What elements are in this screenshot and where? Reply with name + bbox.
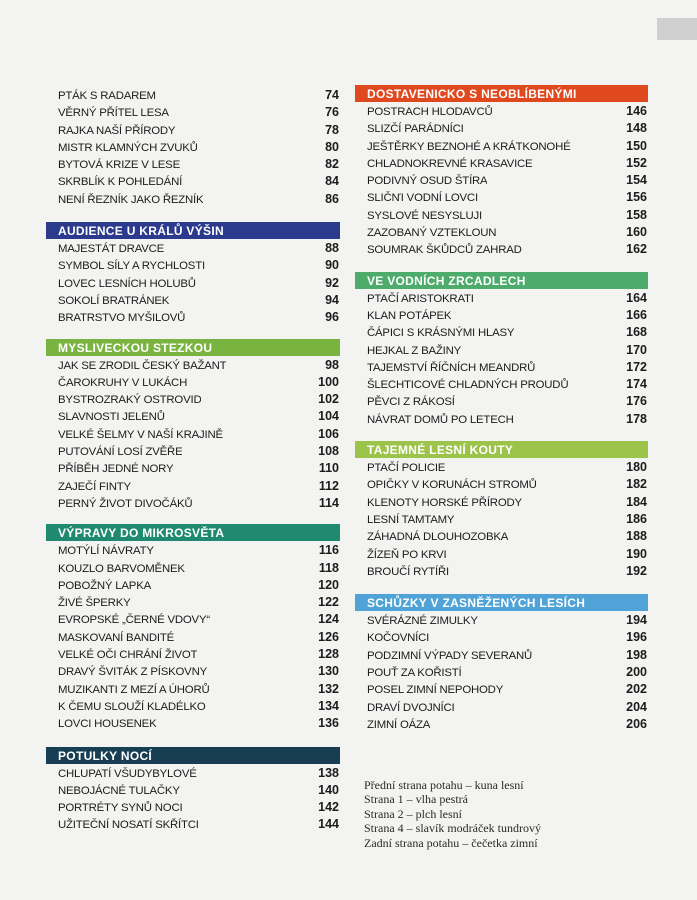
entry-title: TAJEMSTVÍ ŘÍČNÍCH MEANDRŮ (367, 361, 536, 374)
entry-title: VELKÉ ŠELMY V NAŠÍ KRAJINĚ (58, 428, 223, 441)
entry-page: 144 (318, 817, 339, 832)
entry-title: PĚVCI Z RÁKOSÍ (367, 396, 455, 409)
entry-title: JEŠTĚRKY BEZNOHÉ A KRÁTKONOHÉ (367, 140, 571, 153)
toc-entry[interactable] (355, 155, 648, 172)
entry-title: POUŤ ZA KOŘISTÍ (367, 667, 462, 680)
entry-page: 188 (626, 529, 647, 544)
credit-line: Strana 1 – vlha pestrá (364, 792, 468, 807)
intro-entry-list (46, 87, 340, 208)
entry-page: 136 (318, 716, 339, 731)
entry-page: 168 (626, 325, 647, 340)
entry-page: 82 (325, 157, 339, 172)
toc-entry[interactable] (355, 189, 648, 206)
entry-title: JAK SE ZRODIL ČESKÝ BAŽANT (58, 359, 227, 372)
toc-entry[interactable] (355, 393, 648, 410)
entry-page: 78 (325, 122, 339, 137)
toc-entry[interactable] (46, 698, 340, 715)
entry-title: DRAVÍ DVOJNÍCI (367, 701, 455, 714)
toc-entry[interactable] (46, 611, 340, 628)
toc-entry[interactable] (355, 612, 648, 629)
entry-page: 200 (626, 665, 647, 680)
toc-section-audience (46, 222, 340, 326)
entry-title: KLAN POTÁPEK (367, 309, 452, 322)
toc-entry[interactable] (46, 443, 340, 460)
toc-entry[interactable] (46, 374, 340, 391)
toc-entry[interactable] (355, 681, 648, 698)
entry-page: 202 (626, 682, 647, 697)
entry-title: ZAJEČÍ FINTY (58, 480, 131, 493)
entry-title: ŽÍZEŇ PO KRVI (367, 548, 447, 561)
entry-title: BYSTROZRAKÝ OSTROVID (58, 394, 202, 407)
credit-line: Zadní strana potahu – čečetka zimní (364, 835, 538, 850)
section-heading: POTULKY NOCÍ (46, 747, 340, 764)
entry-page: 104 (318, 409, 339, 424)
entry-page: 172 (626, 359, 647, 374)
entry-page: 94 (325, 292, 339, 307)
entry-page: 114 (318, 495, 339, 510)
toc-entry[interactable] (46, 765, 340, 782)
entry-page: 124 (318, 612, 339, 627)
toc-entry[interactable] (46, 309, 340, 326)
entry-page: 142 (318, 800, 339, 815)
toc-entry[interactable] (355, 359, 648, 376)
entry-title: ZÁHADNÁ DLOUHOZOBKA (367, 531, 509, 544)
entry-page: 180 (626, 460, 647, 475)
entry-title: SYMBOL SÍLY A RYCHLOSTI (58, 260, 205, 273)
toc-entry[interactable] (46, 426, 340, 443)
entry-page: 176 (626, 394, 647, 409)
entry-page: 198 (626, 647, 647, 662)
entry-title: NENÍ ŘEZNÍK JAKO ŘEZNÍK (58, 193, 204, 206)
toc-entry[interactable] (355, 138, 648, 155)
toc-entry[interactable] (46, 646, 340, 663)
entry-page: 138 (318, 765, 339, 780)
entry-title: CHLADNOKREVNÉ KRASAVICE (367, 157, 533, 170)
entry-page: 110 (318, 461, 339, 476)
entry-title: BRATRSTVO MYŠILOVŮ (58, 312, 186, 325)
entry-title: ŠLECHTICOVÉ CHLADNÝCH PROUDŮ (367, 379, 569, 392)
toc-entry[interactable] (46, 257, 340, 274)
entry-page: 154 (626, 173, 647, 188)
toc-entry[interactable] (46, 292, 340, 309)
entry-title: DRAVÝ ŠVITÁK Z PÍSKOVNY (58, 666, 208, 679)
entry-title: MAJESTÁT DRAVCE (58, 243, 165, 256)
entry-page: 80 (325, 139, 339, 154)
entry-title: PTAČÍ POLICIE (367, 462, 446, 475)
entry-title: CHLUPATÍ VŠUDYBYLOVÉ (58, 767, 197, 780)
entry-page: 190 (626, 546, 647, 561)
toc-entry[interactable] (46, 156, 340, 173)
section-heading: TAJEMNÉ LESNÍ KOUTY (355, 441, 648, 458)
entry-title: KOČOVNÍCI (367, 632, 430, 645)
toc-entry[interactable] (355, 224, 648, 241)
entry-page: 194 (626, 613, 647, 628)
toc-entry[interactable] (355, 494, 648, 511)
toc-section-zrcadlech (355, 272, 648, 428)
toc-entry[interactable] (355, 290, 648, 307)
toc-entry[interactable] (46, 782, 340, 799)
entry-page: 186 (626, 511, 647, 526)
toc-entry[interactable] (46, 460, 340, 477)
entry-page: 122 (318, 595, 339, 610)
entry-page: 96 (325, 310, 339, 325)
toc-entry[interactable] (46, 275, 340, 292)
section-heading: VÝPRAVY DO MIKROSVĚTA (46, 524, 340, 541)
entry-page: 174 (626, 377, 647, 392)
entry-page: 148 (626, 121, 647, 136)
toc-entry[interactable] (46, 87, 340, 104)
entry-title: OPIČKY V KORUNÁCH STROMŮ (367, 479, 537, 492)
entry-page: 184 (626, 494, 647, 509)
toc-section-mikrosveta (46, 524, 340, 732)
entry-title: ŽIVÉ ŠPERKY (58, 597, 131, 610)
entry-page: 108 (318, 444, 339, 459)
entry-page: 150 (626, 138, 647, 153)
entry-title: EVROPSKÉ „ČERNÉ VDOVY“ (58, 614, 210, 627)
entry-page: 206 (626, 716, 647, 731)
toc-entry[interactable] (46, 139, 340, 156)
entry-title: VELKÉ OČI CHRÁNÍ ŽIVOT (58, 649, 198, 662)
entry-title: ZIMNÍ OÁZA (367, 718, 431, 731)
toc-entry[interactable] (355, 172, 648, 189)
entry-page: 98 (325, 357, 339, 372)
entry-page: 140 (318, 782, 339, 797)
toc-entry[interactable] (355, 546, 648, 563)
toc-entry[interactable] (355, 528, 648, 545)
entry-title: SLAVNOSTI JELENŮ (58, 411, 165, 424)
section-heading: VE VODNÍCH ZRCADLECH (355, 272, 648, 289)
section-heading: MYSLIVECKOU STEZKOU (46, 339, 340, 356)
entry-title: MOTÝLÍ NÁVRATY (58, 545, 154, 558)
toc-entry[interactable] (355, 241, 648, 258)
entry-title: PORTRÉTY SYNŮ NOCI (58, 802, 183, 815)
toc-entry[interactable] (355, 376, 648, 393)
entry-title: PUTOVÁNÍ LOSÍ ZVĚŘE (58, 446, 183, 459)
entry-title: KOUZLO BARVOMĚNEK (58, 562, 185, 575)
toc-entry[interactable] (46, 594, 340, 611)
toc-entry[interactable] (46, 122, 340, 139)
entry-title: BYTOVÁ KRIZE V LESE (58, 159, 180, 172)
toc-entry[interactable] (355, 629, 648, 646)
entry-title: ČAROKRUHY V LUKÁCH (58, 376, 188, 389)
toc-entry[interactable] (46, 191, 340, 208)
entry-page: 116 (318, 543, 339, 558)
entry-title: K ČEMU SLOUŽÍ KLADÉLKO (58, 700, 206, 713)
toc-entry[interactable] (46, 681, 340, 698)
toc-entry[interactable] (46, 799, 340, 816)
entry-page: 132 (318, 681, 339, 696)
toc-entry[interactable] (46, 495, 340, 512)
toc-entry[interactable] (355, 307, 648, 324)
section-heading: DOSTAVENICKO S NEOBLÍBENÝMI (355, 85, 648, 102)
toc-entry[interactable] (46, 663, 340, 680)
entry-page: 160 (626, 225, 647, 240)
entry-page: 146 (626, 104, 647, 118)
section-heading: AUDIENCE U KRÁLŮ VÝŠIN (46, 222, 340, 239)
entry-page: 158 (626, 207, 647, 222)
entry-title: POSEL ZIMNÍ NEPOHODY (367, 684, 504, 697)
toc-entry[interactable] (46, 629, 340, 646)
toc-entry[interactable] (355, 664, 648, 681)
entry-page: 102 (318, 392, 339, 407)
toc-entry[interactable] (46, 816, 340, 833)
entry-page: 134 (318, 698, 339, 713)
entry-page: 204 (626, 699, 647, 714)
entry-page: 166 (626, 307, 647, 322)
entry-title: SOUMRAK ŠKŮDCŮ ZAHRAD (367, 244, 522, 257)
entry-title: MASKOVANÍ BANDITÉ (58, 631, 175, 644)
entry-title: PODIVNÝ OSUD ŠTÍRA (367, 175, 488, 188)
toc-entry[interactable] (46, 173, 340, 190)
toc-entry[interactable] (355, 699, 648, 716)
entry-page: 126 (318, 629, 339, 644)
cover-image-credits (364, 778, 541, 850)
toc-entry[interactable] (355, 342, 648, 359)
toc-entry[interactable] (46, 104, 340, 121)
entry-page: 76 (325, 105, 339, 120)
entry-title: ČÁPICI S KRÁSNÝMI HLASY (367, 327, 515, 340)
credit-line: Přední strana potahu – kuna lesní (364, 778, 524, 792)
entry-page: 90 (325, 258, 339, 273)
toc-right-column (355, 85, 648, 733)
entry-page: 152 (626, 155, 647, 170)
entry-page: 130 (318, 664, 339, 679)
entry-page: 196 (626, 630, 647, 645)
entry-title: PODZIMNÍ VÝPADY SEVERANŮ (367, 649, 533, 662)
toc-entry[interactable] (46, 478, 340, 495)
entry-title: BROUČÍ RYTÍŘI (367, 565, 449, 578)
page-edge-tab (657, 18, 697, 40)
entry-page: 164 (626, 290, 647, 305)
section-heading: SCHŮZKY V ZASNĚŽENÝCH LESÍCH (355, 594, 648, 611)
entry-page: 128 (318, 647, 339, 662)
toc-entry[interactable] (355, 563, 648, 580)
toc-entry[interactable] (46, 542, 340, 559)
toc-entry[interactable] (355, 324, 648, 341)
entry-title: UŽITEČNÍ NOSATÍ SKŘÍTCI (58, 819, 199, 832)
toc-section-myslivecku (46, 339, 340, 513)
entry-title: VĚRNÝ PŘÍTEL LESA (58, 107, 169, 120)
toc-left-column (46, 87, 340, 834)
entry-title: KLENOTY HORSKÉ PŘÍRODY (367, 496, 522, 509)
entry-title: PTÁK S RADAREM (58, 90, 156, 102)
toc-entry[interactable] (46, 240, 340, 257)
entry-page: 86 (325, 191, 339, 206)
entry-title: PŘÍBĚH JEDNÉ NORY (58, 463, 174, 476)
toc-entry[interactable] (46, 715, 340, 732)
entry-page: 88 (325, 241, 339, 256)
entry-page: 84 (325, 174, 339, 189)
entry-title: SVÉRÁZNÉ ZIMULKY (367, 615, 478, 628)
entry-title: SLIČNΊ VODNÍ LOVCI (367, 192, 478, 205)
entry-title: POSTRACH HLODAVCŮ (367, 106, 493, 118)
entry-page: 112 (318, 478, 339, 493)
credit-line: Strana 2 – plch lesní (364, 806, 462, 821)
entry-page: 170 (626, 342, 647, 357)
toc-section-potulky (46, 747, 340, 834)
entry-title: HEJKAL Z BAŽINY (367, 344, 462, 357)
entry-page: 74 (325, 88, 339, 102)
entry-page: 156 (626, 190, 647, 205)
entry-title: NÁVRAT DOMŮ PO LETECH (367, 413, 514, 426)
entry-title: SOKOLÍ BRATRÁNEK (58, 294, 170, 307)
toc-entry[interactable] (46, 560, 340, 577)
toc-section-kouty (355, 441, 648, 580)
entry-title: PTAČÍ ARISTOKRATI (367, 292, 474, 305)
entry-title: LOVEC LESNÍCH HOLUBŮ (58, 277, 196, 290)
entry-title: MISTR KLAMNÝCH ZVUKŮ (58, 141, 198, 154)
toc-entry[interactable] (355, 411, 648, 428)
entry-page: 92 (325, 275, 339, 290)
toc-entry[interactable] (355, 511, 648, 528)
entry-page: 118 (318, 560, 339, 575)
entry-title: SKRBLÍK K POHLEDÁNÍ (58, 176, 183, 189)
entry-page: 106 (318, 426, 339, 441)
entry-title: SLIZČÍ PARÁDNÍCI (367, 123, 464, 136)
toc-entry[interactable] (355, 476, 648, 493)
toc-section-schuzky (355, 594, 648, 733)
entry-page: 100 (318, 374, 339, 389)
toc-entry[interactable] (355, 120, 648, 137)
entry-page: 162 (626, 242, 647, 257)
credit-line: Strana 4 – slavík modráček tundrový (364, 821, 541, 836)
entry-page: 120 (318, 577, 339, 592)
toc-entry[interactable] (355, 716, 648, 733)
entry-title: ZAZOBANÝ VZTEKLOUN (367, 227, 497, 240)
toc-entry[interactable] (355, 647, 648, 664)
entry-page: 178 (626, 411, 647, 426)
toc-entry[interactable] (46, 357, 340, 374)
entry-title: MUZIKANTI Z MEZÍ A ÚHORŮ (58, 683, 210, 696)
entry-title: NEBOJÁCNÉ TULAČKY (58, 784, 180, 797)
toc-entry[interactable] (355, 207, 648, 224)
toc-section-dostavenicko (355, 85, 648, 259)
toc-entry[interactable] (46, 577, 340, 594)
entry-page: 182 (626, 477, 647, 492)
entry-title: LESNÍ TAMTAMY (367, 513, 455, 526)
entry-title: POBOŽNÝ LAPKA (58, 579, 151, 592)
toc-entry[interactable] (46, 391, 340, 408)
toc-entry[interactable] (355, 459, 648, 476)
toc-entry[interactable] (46, 408, 340, 425)
toc-entry[interactable] (355, 103, 648, 120)
entry-title: SYSLOVÉ NESYSLUJI (367, 209, 482, 222)
entry-title: PERNÝ ŽIVOT DIVOČÁKŮ (58, 497, 193, 510)
entry-title: RAJKA NAŠÍ PŘÍRODY (58, 124, 176, 137)
entry-title: LOVCI HOUSENEK (58, 718, 157, 731)
entry-page: 192 (626, 563, 647, 578)
